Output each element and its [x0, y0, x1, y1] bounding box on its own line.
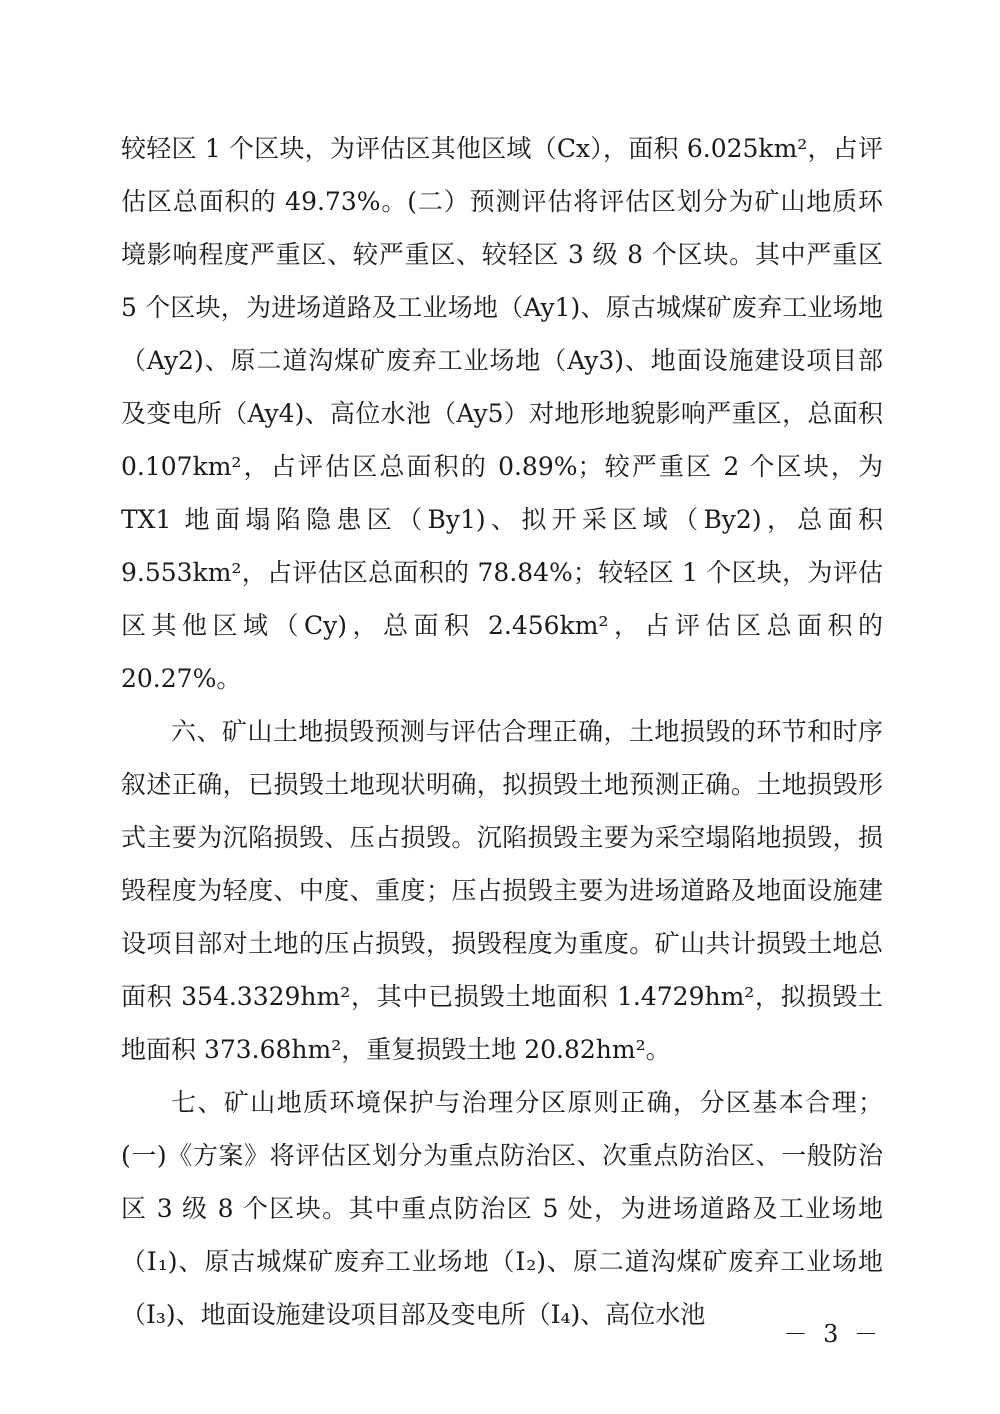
page-number: － 3 －	[783, 1320, 882, 1348]
document-body	[121, 122, 883, 1341]
paragraph-protection-zoning: 七、矿山地质环境保护与治理分区原则正确，分区基本合理；(一)《方案》将评估区划分为重点防治区、次重点防治区、一般防治区 3 级 8 个区块。其中重点防治区 5 处，为进场道路及工业场地（Ⅰ₁)、原古城煤矿废弃工业场地（Ⅰ₂)、原二道沟煤矿废弃工业场地（Ⅰ₃)、地面设施建设项目部及变电所（Ⅰ₄)、高位水池	[121, 1088, 883, 1329]
paragraph-evaluation-zones: 较轻区 1 个区块，为评估区其他区域（Cx），面积 6.025km²，占评估区总面积的 49.73%。(二）预测评估将评估区划分为矿山地质环境影响程度严重区、较严重区、较轻区 3 级 8 个区块。其中严重区 5 个区块，为进场道路及工业场地（Ay1)、原古城煤矿废弃工业场地（Ay2)、原二道沟煤矿废弃工业场地（Ay3)、地面设施建设项目部及变电所（Ay4)、高位水池（Ay5）对地形地貌影响严重区，总面积 0.107km²，占评估区总面积的 0.89%；较严重区 2 个区块，为 TX1 地面塌陷隐患区（By1)、拟开采区域（By2)，总面积 9.553km²，占评估区总面积的 78.84%；较轻区 1 个区块，为评估区其他区域（Cy)，总面积 2.456km²，占评估区总面积的 20.27%。	[121, 134, 883, 693]
paragraph-land-damage: 六、矿山土地损毁预测与评估合理正确，土地损毁的环节和时序叙述正确，已损毁土地现状明确，拟损毁土地预测正确。土地损毁形式主要为沉陷损毁、压占损毁。沉陷损毁主要为采空塌陷地损毁，损毁程度为轻度、中度、重度；压占损毁主要为进场道路及地面设施建设项目部对土地的压占损毁，损毁程度为重度。矿山共计损毁土地总面积 354.3329hm²，其中已损毁土地面积 1.4729hm²，拟损毁土地面积 373.68hm²，重复损毁土地 20.82hm²。	[121, 717, 883, 1064]
